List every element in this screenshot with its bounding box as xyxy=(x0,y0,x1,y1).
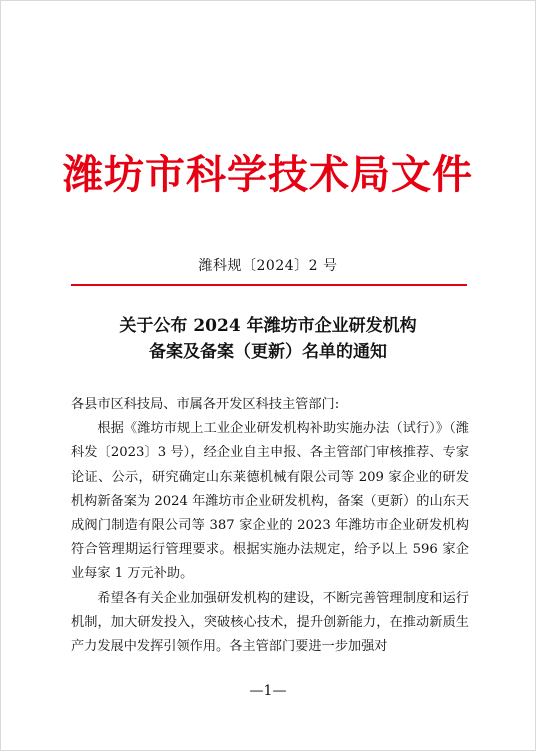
red-divider-line xyxy=(71,284,467,286)
issuer-header-title: 潍坊市科学技术局文件 xyxy=(63,151,473,198)
page-number: —1— xyxy=(249,683,287,699)
notice-body xyxy=(71,393,469,659)
body-paragraph-2: 希望各有关企业加强研发机构的建设，不断完善管理制度和运行机制，加大研发投入，突破核心技术，提升创新能力，在推动新质生产力发展中发挥引领作用。各主管部门要进一步加强对 xyxy=(71,590,469,655)
notice-title xyxy=(1,313,535,365)
salutation: 各县市区科技局、市属各开发区科技主管部门: xyxy=(71,397,340,412)
notice-title-line-1: 关于公布 2024 年潍坊市企业研发机构 xyxy=(119,316,417,336)
body-paragraph-1: 根据《潍坊市规上工业企业研发机构补助实施办法（试行）》（潍科发〔2023〕3 号），经企业自主申报、各主管部门审核推荐、专家论证、公示，研究确定山东莱德机械有限公司等 209 家企业的研发机构新备案为 2024 年潍坊市企业研发机构，备案（更新）的山东天成阀门制造有限公司等 387 家企业的 2023 年潍坊市企业研发机构符合管理期运行管理要求。根据实施办法规定，给予以上 596 家企业每家 1 万元补助。 xyxy=(71,421,470,582)
document-number: 潍科规〔2024〕2 号 xyxy=(198,258,338,274)
notice-title-line-2: 备案及备案（更新）名单的通知 xyxy=(149,342,387,362)
